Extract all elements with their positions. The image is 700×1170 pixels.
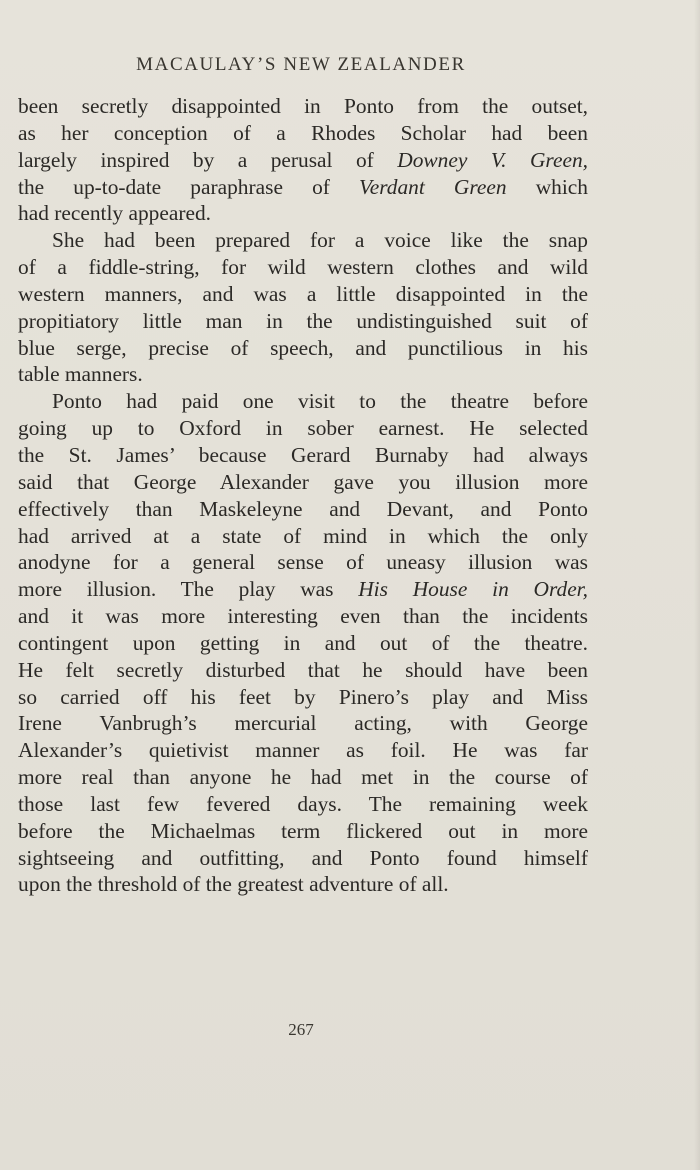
italic-title: Downey V. Green, bbox=[397, 147, 588, 172]
text-line: propitiatory little man in the undistinguished suit of bbox=[18, 308, 588, 333]
text-line: He felt secretly disturbed that he should have been bbox=[18, 657, 588, 682]
page-edge-shadow bbox=[694, 0, 700, 1170]
text-line: been secretly disappointed in Ponto from the outset, bbox=[18, 94, 588, 118]
text-line: going up to Oxford in sober earnest. He selected bbox=[18, 416, 588, 441]
text-line: Ponto had paid one visit to the theatre before bbox=[52, 389, 588, 414]
text-line: western manners, and was a little disappointed in the bbox=[18, 281, 588, 306]
text-line: upon the threshold of the greatest adventure of all. bbox=[18, 872, 449, 897]
text-line: She had been prepared for a voice like the snap bbox=[52, 228, 588, 253]
text-line: table manners. bbox=[18, 362, 143, 387]
text-line: had arrived at a state of mind in which the only bbox=[18, 523, 588, 548]
text-line: more real than anyone he had met in the course of bbox=[18, 765, 588, 790]
text-line: Alexander’s quietivist manner as foil. He was far bbox=[18, 738, 588, 763]
text-line: largely inspired by a perusal of Downey V. Green, bbox=[18, 147, 588, 172]
text-line: blue serge, precise of speech, and punctilious in his bbox=[18, 335, 588, 360]
running-head: MACAULAY’S NEW ZEALANDER bbox=[136, 54, 466, 75]
text-line: had recently appeared. bbox=[18, 201, 211, 226]
italic-title: His House in Order, bbox=[358, 577, 588, 602]
paragraph-1 bbox=[18, 93, 588, 227]
text-line: before the Michaelmas term flickered out in more bbox=[18, 818, 588, 843]
text-line: of a fiddle-string, for wild western clothes and wild bbox=[18, 255, 588, 280]
text-line: effectively than Maskeleyne and Devant, and Ponto bbox=[18, 496, 588, 521]
text-line: the St. James’ because Gerard Burnaby had always bbox=[18, 442, 588, 467]
text-line: more illusion. The play was His House in Order, bbox=[18, 577, 588, 602]
text-line: and it was more interesting even than the incidents bbox=[18, 604, 588, 629]
text-line: contingent upon getting in and out of the theatre. bbox=[18, 630, 588, 655]
paragraph-2 bbox=[18, 227, 588, 388]
body-text bbox=[18, 93, 588, 898]
text-line: as her conception of a Rhodes Scholar had been bbox=[18, 120, 588, 145]
paragraph-3 bbox=[18, 388, 588, 898]
page-number: 267 bbox=[288, 1020, 314, 1039]
italic-title: Verdant Green bbox=[359, 174, 507, 199]
text-line: anodyne for a general sense of uneasy illusion was bbox=[18, 550, 588, 575]
text-line: said that George Alexander gave you illusion more bbox=[18, 469, 588, 494]
text-line: those last few fevered days. The remaining week bbox=[18, 791, 588, 816]
text-line: so carried off his feet by Pinero’s play and Miss bbox=[18, 684, 588, 709]
text-line: Irene Vanbrugh’s mercurial acting, with George bbox=[18, 711, 588, 736]
text-line: the up-to-date paraphrase of Verdant Green which bbox=[18, 174, 588, 199]
text-line: sightseeing and outfitting, and Ponto found himself bbox=[18, 845, 588, 870]
